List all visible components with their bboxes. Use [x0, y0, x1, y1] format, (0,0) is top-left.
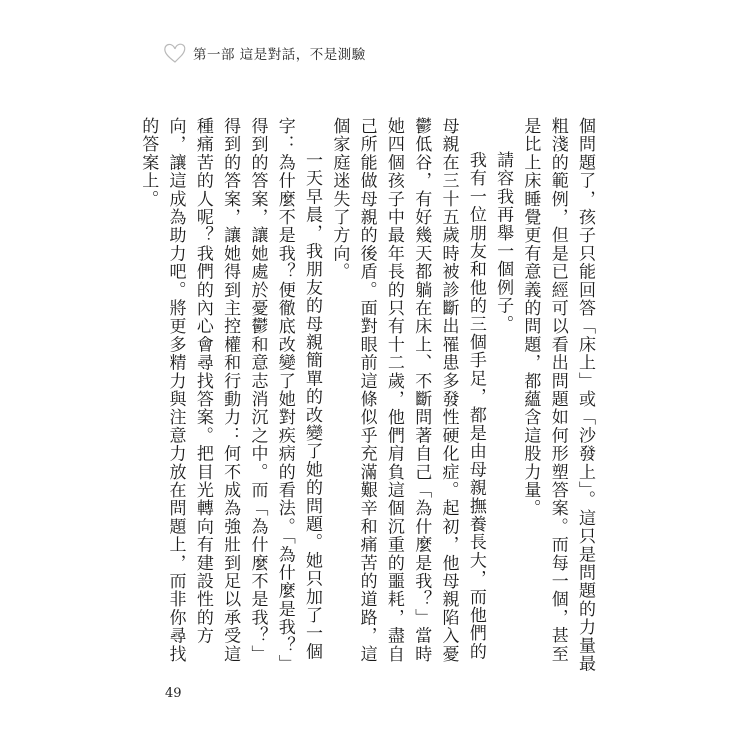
heart-outline-icon: [163, 42, 187, 64]
section-title: 第一部 這是對話，不是測驗: [193, 47, 366, 63]
paragraph: 我有一位朋友和他的三個手足，都是由母親撫養長大，而他們的母親在三十五歲時被診斷出罹患多發性硬化症。起初，他母親陷入憂鬱低谷，有好幾天都躺在床上、不斷問著自己「為什麼是我？」當時她四個孩子中最年長的只有十二歲，他們肩負這個沉重的噩耗，盡自己所能做母親的後盾。面對眼前這條似乎充滿艱辛和痛苦的道路，這個家庭迷失了方向。: [329, 117, 486, 663]
paragraph: 個問題了，孩子只能回答「床上」或「沙發上」。這只是問題的力量最粗淺的範例，但是已經可以看出問題如何形塑答案。而每一個，甚至是比上床睡覺更有意義的問題，都蘊含這股力量。: [520, 117, 595, 673]
page-number: 49: [165, 686, 182, 701]
body-text: [138, 117, 598, 677]
running-header: [163, 40, 366, 66]
paragraph: 一天早晨，我朋友的母親簡單的改變了她的問題。她只加了一個字：為什麼不是我？便徹底改變了她對疾病的看法。「為什麼是我？」得到的答案，讓她處於憂鬱和意志消沉之中。而「為什麼不是我？」得到的答案，讓她得到主控權和行動力：何不成為強壯到足以承受這種痛苦的人呢？我們的內心會尋找答案。把目光轉向有建設性的方向，讓這成為助力吧。將更多精力與注意力放在問題上，而非你尋找的答案上。: [138, 117, 323, 673]
paragraph: 請容我再舉一個例子。: [493, 151, 514, 333]
